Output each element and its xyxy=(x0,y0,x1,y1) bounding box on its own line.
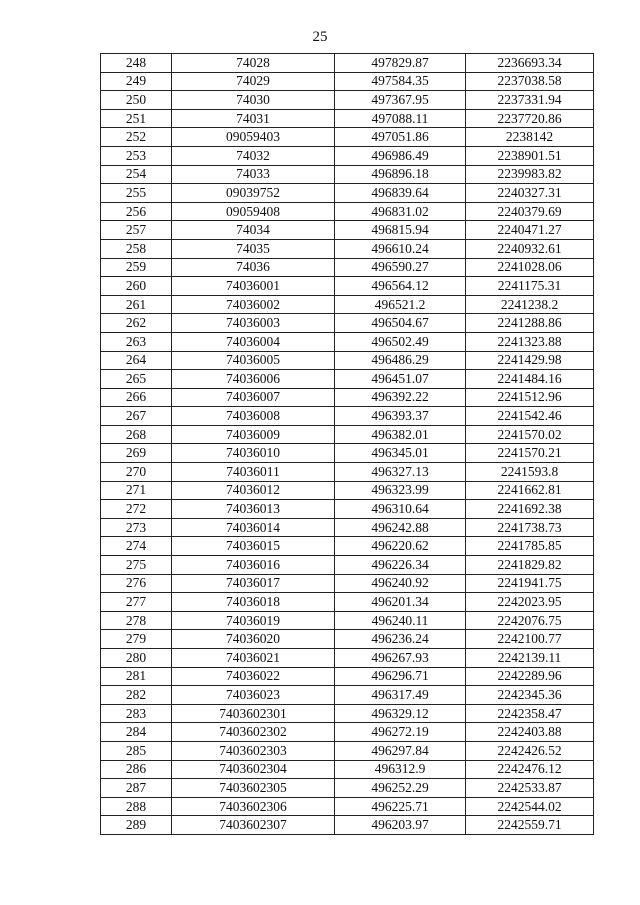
y-coordinate-cell: 2242139.11 xyxy=(466,649,594,668)
y-coordinate-cell: 2242403.88 xyxy=(466,723,594,742)
y-coordinate-cell: 2241570.21 xyxy=(466,444,594,463)
x-coordinate-cell: 496393.37 xyxy=(335,407,466,426)
y-coordinate-cell: 2239983.82 xyxy=(466,165,594,184)
table-row xyxy=(101,165,594,184)
point-code-cell: 74036015 xyxy=(172,537,335,556)
y-coordinate-cell: 2242023.95 xyxy=(466,593,594,612)
table-row xyxy=(101,537,594,556)
y-coordinate-cell: 2242559.71 xyxy=(466,816,594,835)
point-code-cell: 74036005 xyxy=(172,351,335,370)
y-coordinate-cell: 2241238.2 xyxy=(466,295,594,314)
point-code-cell: 74036018 xyxy=(172,593,335,612)
y-coordinate-cell: 2241829.82 xyxy=(466,556,594,575)
point-code-cell: 09039752 xyxy=(172,184,335,203)
x-coordinate-cell: 496564.12 xyxy=(335,277,466,296)
point-code-cell: 7403602302 xyxy=(172,723,335,742)
point-code-cell: 74036003 xyxy=(172,314,335,333)
y-coordinate-cell: 2242076.75 xyxy=(466,611,594,630)
table-row xyxy=(101,184,594,203)
y-coordinate-cell: 2241542.46 xyxy=(466,407,594,426)
y-coordinate-cell: 2241175.31 xyxy=(466,277,594,296)
y-coordinate-cell: 2241323.88 xyxy=(466,332,594,351)
y-coordinate-cell: 2242476.12 xyxy=(466,760,594,779)
x-coordinate-cell: 496815.94 xyxy=(335,221,466,240)
row-number-cell: 257 xyxy=(101,221,172,240)
row-number-cell: 280 xyxy=(101,649,172,668)
x-coordinate-cell: 496226.34 xyxy=(335,556,466,575)
point-code-cell: 74036009 xyxy=(172,425,335,444)
row-number-cell: 283 xyxy=(101,704,172,723)
row-number-cell: 263 xyxy=(101,332,172,351)
row-number-cell: 266 xyxy=(101,388,172,407)
table-row xyxy=(101,91,594,110)
x-coordinate-cell: 497584.35 xyxy=(335,72,466,91)
x-coordinate-cell: 496310.64 xyxy=(335,500,466,519)
y-coordinate-cell: 2242345.36 xyxy=(466,686,594,705)
row-number-cell: 274 xyxy=(101,537,172,556)
point-code-cell: 74036008 xyxy=(172,407,335,426)
y-coordinate-cell: 2241738.73 xyxy=(466,518,594,537)
point-code-cell: 74036013 xyxy=(172,500,335,519)
x-coordinate-cell: 496240.11 xyxy=(335,611,466,630)
x-coordinate-cell: 496486.29 xyxy=(335,351,466,370)
table-row xyxy=(101,388,594,407)
x-coordinate-cell: 496203.97 xyxy=(335,816,466,835)
point-code-cell: 7403602307 xyxy=(172,816,335,835)
table-row xyxy=(101,314,594,333)
table-row xyxy=(101,723,594,742)
table-row xyxy=(101,797,594,816)
row-number-cell: 287 xyxy=(101,779,172,798)
row-number-cell: 252 xyxy=(101,128,172,147)
point-code-cell: 74035 xyxy=(172,239,335,258)
table-row xyxy=(101,128,594,147)
y-coordinate-cell: 2238901.51 xyxy=(466,146,594,165)
y-coordinate-cell: 2237038.58 xyxy=(466,72,594,91)
x-coordinate-cell: 496329.12 xyxy=(335,704,466,723)
row-number-cell: 260 xyxy=(101,277,172,296)
y-coordinate-cell: 2240471.27 xyxy=(466,221,594,240)
row-number-cell: 261 xyxy=(101,295,172,314)
y-coordinate-cell: 2242289.96 xyxy=(466,667,594,686)
point-code-cell: 74036007 xyxy=(172,388,335,407)
point-code-cell: 74036001 xyxy=(172,277,335,296)
table-row xyxy=(101,518,594,537)
x-coordinate-cell: 496267.93 xyxy=(335,649,466,668)
point-code-cell: 74036021 xyxy=(172,649,335,668)
x-coordinate-cell: 496831.02 xyxy=(335,202,466,221)
row-number-cell: 256 xyxy=(101,202,172,221)
x-coordinate-cell: 496839.64 xyxy=(335,184,466,203)
table-row xyxy=(101,332,594,351)
x-coordinate-cell: 496225.71 xyxy=(335,797,466,816)
table-row xyxy=(101,109,594,128)
table-row xyxy=(101,500,594,519)
row-number-cell: 262 xyxy=(101,314,172,333)
table-row xyxy=(101,593,594,612)
table-row xyxy=(101,72,594,91)
point-code-cell: 74033 xyxy=(172,165,335,184)
row-number-cell: 270 xyxy=(101,463,172,482)
point-code-cell: 7403602301 xyxy=(172,704,335,723)
row-number-cell: 275 xyxy=(101,556,172,575)
table-row xyxy=(101,54,594,73)
table-row xyxy=(101,146,594,165)
point-code-cell: 74029 xyxy=(172,72,335,91)
row-number-cell: 259 xyxy=(101,258,172,277)
point-code-cell: 74036023 xyxy=(172,686,335,705)
table-row xyxy=(101,351,594,370)
x-coordinate-cell: 496327.13 xyxy=(335,463,466,482)
point-code-cell: 74030 xyxy=(172,91,335,110)
y-coordinate-cell: 2241692.38 xyxy=(466,500,594,519)
row-number-cell: 265 xyxy=(101,370,172,389)
row-number-cell: 255 xyxy=(101,184,172,203)
row-number-cell: 251 xyxy=(101,109,172,128)
table-row xyxy=(101,741,594,760)
x-coordinate-cell: 496896.18 xyxy=(335,165,466,184)
row-number-cell: 285 xyxy=(101,741,172,760)
row-number-cell: 248 xyxy=(101,54,172,73)
table-row xyxy=(101,704,594,723)
point-code-cell: 7403602304 xyxy=(172,760,335,779)
table-row xyxy=(101,556,594,575)
y-coordinate-cell: 2242358.47 xyxy=(466,704,594,723)
y-coordinate-cell: 2237331.94 xyxy=(466,91,594,110)
x-coordinate-cell: 496610.24 xyxy=(335,239,466,258)
x-coordinate-cell: 496240.92 xyxy=(335,574,466,593)
x-coordinate-cell: 496392.22 xyxy=(335,388,466,407)
point-code-cell: 74036022 xyxy=(172,667,335,686)
y-coordinate-cell: 2242544.02 xyxy=(466,797,594,816)
row-number-cell: 254 xyxy=(101,165,172,184)
table-row xyxy=(101,444,594,463)
table-row xyxy=(101,277,594,296)
point-code-cell: 74036012 xyxy=(172,481,335,500)
point-code-cell: 74028 xyxy=(172,54,335,73)
row-number-cell: 284 xyxy=(101,723,172,742)
point-code-cell: 74034 xyxy=(172,221,335,240)
point-code-cell: 7403602303 xyxy=(172,741,335,760)
table-row xyxy=(101,630,594,649)
row-number-cell: 267 xyxy=(101,407,172,426)
point-code-cell: 74031 xyxy=(172,109,335,128)
point-code-cell: 74036006 xyxy=(172,370,335,389)
coordinates-table-body xyxy=(101,54,594,835)
y-coordinate-cell: 2240379.69 xyxy=(466,202,594,221)
x-coordinate-cell: 496451.07 xyxy=(335,370,466,389)
row-number-cell: 277 xyxy=(101,593,172,612)
point-code-cell: 74036002 xyxy=(172,295,335,314)
x-coordinate-cell: 496242.88 xyxy=(335,518,466,537)
row-number-cell: 282 xyxy=(101,686,172,705)
x-coordinate-cell: 497088.11 xyxy=(335,109,466,128)
x-coordinate-cell: 496201.34 xyxy=(335,593,466,612)
point-code-cell: 74036020 xyxy=(172,630,335,649)
point-code-cell: 74036 xyxy=(172,258,335,277)
row-number-cell: 258 xyxy=(101,239,172,258)
y-coordinate-cell: 2236693.34 xyxy=(466,54,594,73)
y-coordinate-cell: 2240327.31 xyxy=(466,184,594,203)
table-row xyxy=(101,574,594,593)
x-coordinate-cell: 496323.99 xyxy=(335,481,466,500)
row-number-cell: 281 xyxy=(101,667,172,686)
table-row xyxy=(101,649,594,668)
point-code-cell: 74036016 xyxy=(172,556,335,575)
row-number-cell: 273 xyxy=(101,518,172,537)
point-code-cell: 74036011 xyxy=(172,463,335,482)
row-number-cell: 250 xyxy=(101,91,172,110)
point-code-cell: 74036019 xyxy=(172,611,335,630)
table-row xyxy=(101,611,594,630)
row-number-cell: 278 xyxy=(101,611,172,630)
x-coordinate-cell: 496382.01 xyxy=(335,425,466,444)
row-number-cell: 272 xyxy=(101,500,172,519)
x-coordinate-cell: 496345.01 xyxy=(335,444,466,463)
table-row xyxy=(101,686,594,705)
row-number-cell: 249 xyxy=(101,72,172,91)
row-number-cell: 269 xyxy=(101,444,172,463)
row-number-cell: 264 xyxy=(101,351,172,370)
x-coordinate-cell: 496317.49 xyxy=(335,686,466,705)
x-coordinate-cell: 496504.67 xyxy=(335,314,466,333)
y-coordinate-cell: 2241570.02 xyxy=(466,425,594,444)
x-coordinate-cell: 496297.84 xyxy=(335,741,466,760)
x-coordinate-cell: 497051.86 xyxy=(335,128,466,147)
point-code-cell: 74036010 xyxy=(172,444,335,463)
y-coordinate-cell: 2242100.77 xyxy=(466,630,594,649)
y-coordinate-cell: 2241028.06 xyxy=(466,258,594,277)
y-coordinate-cell: 2241288.86 xyxy=(466,314,594,333)
point-code-cell: 74036017 xyxy=(172,574,335,593)
x-coordinate-cell: 496272.19 xyxy=(335,723,466,742)
x-coordinate-cell: 496986.49 xyxy=(335,146,466,165)
y-coordinate-cell: 2242426.52 xyxy=(466,741,594,760)
x-coordinate-cell: 496220.62 xyxy=(335,537,466,556)
row-number-cell: 286 xyxy=(101,760,172,779)
table-row xyxy=(101,760,594,779)
y-coordinate-cell: 2241941.75 xyxy=(466,574,594,593)
y-coordinate-cell: 2241593.8 xyxy=(466,463,594,482)
x-coordinate-cell: 496252.29 xyxy=(335,779,466,798)
table-row xyxy=(101,202,594,221)
table-row xyxy=(101,221,594,240)
table-row xyxy=(101,239,594,258)
y-coordinate-cell: 2241662.81 xyxy=(466,481,594,500)
row-number-cell: 276 xyxy=(101,574,172,593)
y-coordinate-cell: 2241484.16 xyxy=(466,370,594,389)
point-code-cell: 74036004 xyxy=(172,332,335,351)
x-coordinate-cell: 496296.71 xyxy=(335,667,466,686)
row-number-cell: 253 xyxy=(101,146,172,165)
y-coordinate-cell: 2240932.61 xyxy=(466,239,594,258)
table-row xyxy=(101,295,594,314)
y-coordinate-cell: 2237720.86 xyxy=(466,109,594,128)
row-number-cell: 288 xyxy=(101,797,172,816)
x-coordinate-cell: 496236.24 xyxy=(335,630,466,649)
y-coordinate-cell: 2241512.96 xyxy=(466,388,594,407)
table-row xyxy=(101,258,594,277)
row-number-cell: 271 xyxy=(101,481,172,500)
row-number-cell: 268 xyxy=(101,425,172,444)
y-coordinate-cell: 2241429.98 xyxy=(466,351,594,370)
y-coordinate-cell: 2238142 xyxy=(466,128,594,147)
x-coordinate-cell: 497367.95 xyxy=(335,91,466,110)
point-code-cell: 74036014 xyxy=(172,518,335,537)
row-number-cell: 289 xyxy=(101,816,172,835)
x-coordinate-cell: 496521.2 xyxy=(335,295,466,314)
page-number: 25 xyxy=(312,29,328,45)
table-row xyxy=(101,816,594,835)
table-row xyxy=(101,407,594,426)
point-code-cell: 74032 xyxy=(172,146,335,165)
point-code-cell: 7403602305 xyxy=(172,779,335,798)
x-coordinate-cell: 496312.9 xyxy=(335,760,466,779)
y-coordinate-cell: 2242533.87 xyxy=(466,779,594,798)
row-number-cell: 279 xyxy=(101,630,172,649)
y-coordinate-cell: 2241785.85 xyxy=(466,537,594,556)
table-row xyxy=(101,481,594,500)
coordinates-table xyxy=(100,53,594,835)
point-code-cell: 09059403 xyxy=(172,128,335,147)
x-coordinate-cell: 496590.27 xyxy=(335,258,466,277)
table-row xyxy=(101,425,594,444)
x-coordinate-cell: 496502.49 xyxy=(335,332,466,351)
table-row xyxy=(101,370,594,389)
table-row xyxy=(101,779,594,798)
point-code-cell: 09059408 xyxy=(172,202,335,221)
x-coordinate-cell: 497829.87 xyxy=(335,54,466,73)
table-row xyxy=(101,463,594,482)
table-row xyxy=(101,667,594,686)
point-code-cell: 7403602306 xyxy=(172,797,335,816)
